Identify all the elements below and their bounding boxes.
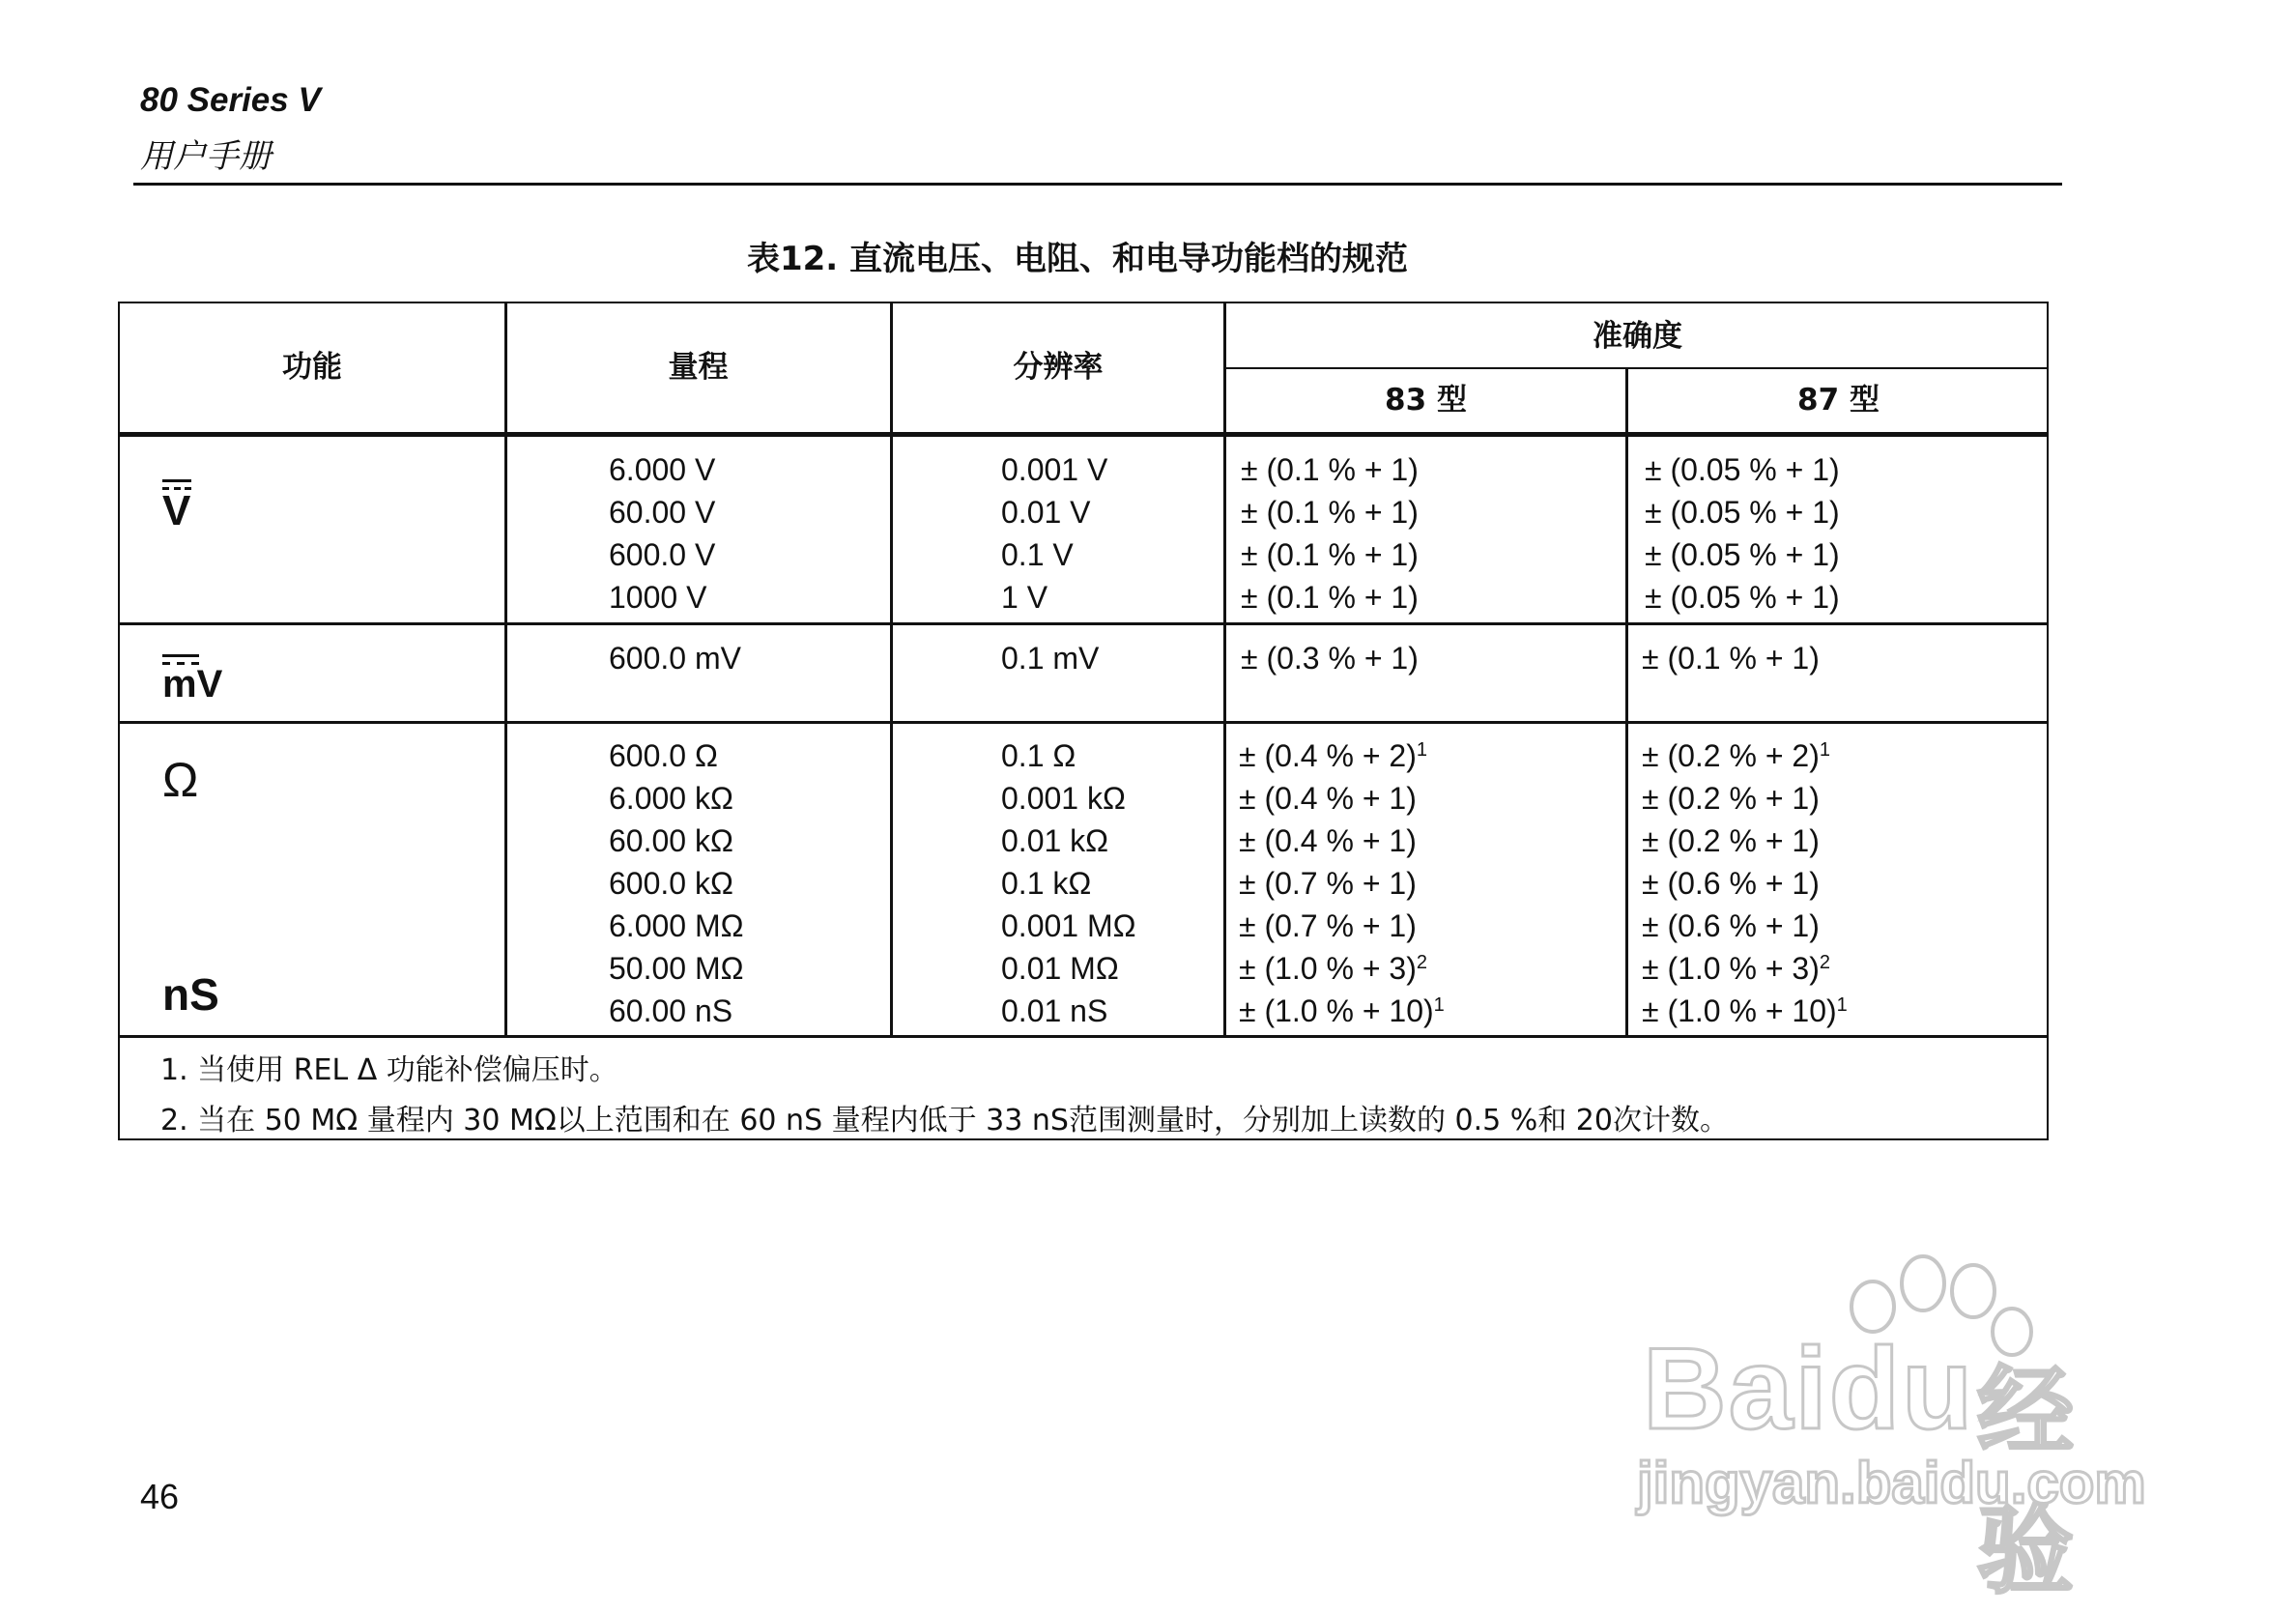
footnote-1: 1. 当使用 REL Δ 功能补偿偏压时。 [160,1053,618,1087]
resolution-value: 0.1 kΩ [1001,866,1092,901]
mv-resolution: 0.1 mV [1001,641,1100,676]
accuracy-row [1239,947,1445,990]
accuracy-value: ± (1.0 % + 10) [1642,993,1837,1028]
accuracy-value: ± (0.7 % + 1) [1239,908,1417,943]
mv-range: 600.0 mV [609,641,741,676]
header-divider [133,183,2062,186]
col-header-range: 量程 [668,350,729,385]
ohm-ranges [609,734,744,1032]
accuracy-row [1239,862,1445,905]
dcv-resolutions [1001,448,1107,619]
accuracy-value: ± (0.4 % + 1) [1239,823,1417,858]
dcv-ranges [609,448,715,619]
resolution-value: 0.01 MΩ [1001,951,1119,986]
range-value: 6.000 MΩ [609,908,744,943]
accuracy-row [1642,734,1848,777]
col-header-resolution: 分辨率 [1013,350,1104,385]
table-title: 表12. 直流电压、电阻、和电导功能档的规范 [746,240,1409,278]
ohm-accuracy-83 [1239,734,1445,1032]
ohm-accuracy-87 [1642,734,1848,1032]
document-subtitle: 用户手册 [140,137,272,176]
accuracy-value: ± (0.6 % + 1) [1642,866,1820,901]
row-divider [120,1035,2049,1038]
page-number: 46 [140,1477,180,1516]
accuracy-row [1239,777,1445,820]
footnote-ref: 1 [1836,994,1848,1016]
dcv-accuracy-87 [1645,448,1840,619]
accuracy-row [1239,905,1445,947]
footnote-ref: 1 [1433,994,1445,1016]
accuracy-value: ± (0.1 % + 1) [1241,580,1419,615]
accuracy-value: ± (1.0 % + 10) [1239,993,1434,1028]
dc-millivolt-label: mV [162,663,223,705]
baidu-jingyan-watermark [1623,1247,2165,1607]
accuracy-value: ± (0.05 % + 1) [1645,452,1840,487]
col-header-model83: 83 型 [1385,383,1467,417]
accuracy-value: ± (0.7 % + 1) [1239,866,1417,901]
ohm-resolutions [1001,734,1136,1032]
resolution-value: 1 V [1001,580,1048,615]
accuracy-row [1239,820,1445,862]
accuracy-value: ± (0.1 % + 1) [1241,495,1419,530]
accuracy-value: ± (0.05 % + 1) [1645,537,1840,572]
accuracy-value: ± (0.2 % + 2) [1642,738,1820,773]
accuracy-value: ± (0.6 % + 1) [1642,908,1820,943]
range-value: 6.000 V [609,452,716,487]
row-divider [120,622,2049,625]
footnote-ref: 1 [1416,739,1427,761]
mv-accuracy-87: ± (0.1 % + 1) [1642,641,1820,676]
footnote-ref: 1 [1819,739,1830,761]
spec-table [118,302,2049,1140]
accuracy-value: ± (1.0 % + 3) [1239,951,1417,986]
range-value: 600.0 V [609,537,716,572]
col-divider [1625,367,1628,1036]
header-rule [120,432,2049,437]
dcv-accuracy-83 [1241,448,1419,619]
resolution-value: 0.1 Ω [1001,738,1076,773]
watermark-url: jingyan.baidu.com [1637,1451,2146,1515]
col-header-accuracy: 准确度 [1593,319,1682,354]
accuracy-row [1642,777,1848,820]
accuracy-row [1642,990,1848,1032]
ohm-symbol: Ω [162,753,199,807]
range-value: 60.00 kΩ [609,823,733,858]
range-value: 60.00 V [609,495,716,530]
resolution-value: 0.01 V [1001,495,1091,530]
resolution-value: 0.01 kΩ [1001,823,1109,858]
watermark-brand: Baidu [1643,1324,1975,1454]
accuracy-value: ± (0.1 % + 1) [1241,452,1419,487]
range-value: 1000 V [609,580,707,615]
accuracy-value: ± (0.4 % + 1) [1239,781,1417,816]
accuracy-value: ± (0.2 % + 1) [1642,823,1820,858]
row-divider [1223,367,2049,369]
range-value: 50.00 MΩ [609,951,744,986]
row-divider [120,721,2049,724]
watermark-brand-suffix: 经验 [1977,1355,2074,1607]
accuracy-row [1239,990,1445,1032]
resolution-value: 0.001 kΩ [1001,781,1126,816]
accuracy-value: ± (0.05 % + 1) [1645,495,1840,530]
col-divider [504,303,507,1036]
accuracy-value: ± (0.05 % + 1) [1645,580,1840,615]
accuracy-value: ± (0.1 % + 1) [1241,537,1419,572]
mv-accuracy-83: ± (0.3 % + 1) [1241,641,1419,676]
range-value: 6.000 kΩ [609,781,733,816]
col-header-model87: 87 型 [1797,383,1880,417]
dc-voltage-label: V [162,487,191,534]
nanosiemens-symbol: nS [162,969,219,1020]
resolution-value: 0.001 MΩ [1001,908,1136,943]
footnote-ref: 2 [1819,952,1830,973]
accuracy-row [1239,734,1445,777]
accuracy-row [1642,947,1848,990]
resolution-value: 0.01 nS [1001,993,1108,1028]
range-value: 60.00 nS [609,993,733,1028]
accuracy-row [1642,820,1848,862]
footnote-2: 2. 当在 50 MΩ 量程内 30 MΩ以上范围和在 60 nS 量程内低于 33 nS范围测量时，分别加上读数的 0.5 %和 20次计数。 [160,1104,1729,1137]
accuracy-row [1642,905,1848,947]
range-value: 600.0 Ω [609,738,718,773]
resolution-value: 0.001 V [1001,452,1108,487]
accuracy-value: ± (0.4 % + 2) [1239,738,1417,773]
accuracy-value: ± (1.0 % + 3) [1642,951,1820,986]
range-value: 600.0 kΩ [609,866,733,901]
col-divider [890,303,893,1036]
footnote-ref: 2 [1416,952,1427,973]
document-series: 80 Series V [140,81,321,119]
accuracy-row [1642,862,1848,905]
accuracy-value: ± (0.2 % + 1) [1642,781,1820,816]
col-header-function: 功能 [282,350,342,385]
resolution-value: 0.1 V [1001,537,1074,572]
